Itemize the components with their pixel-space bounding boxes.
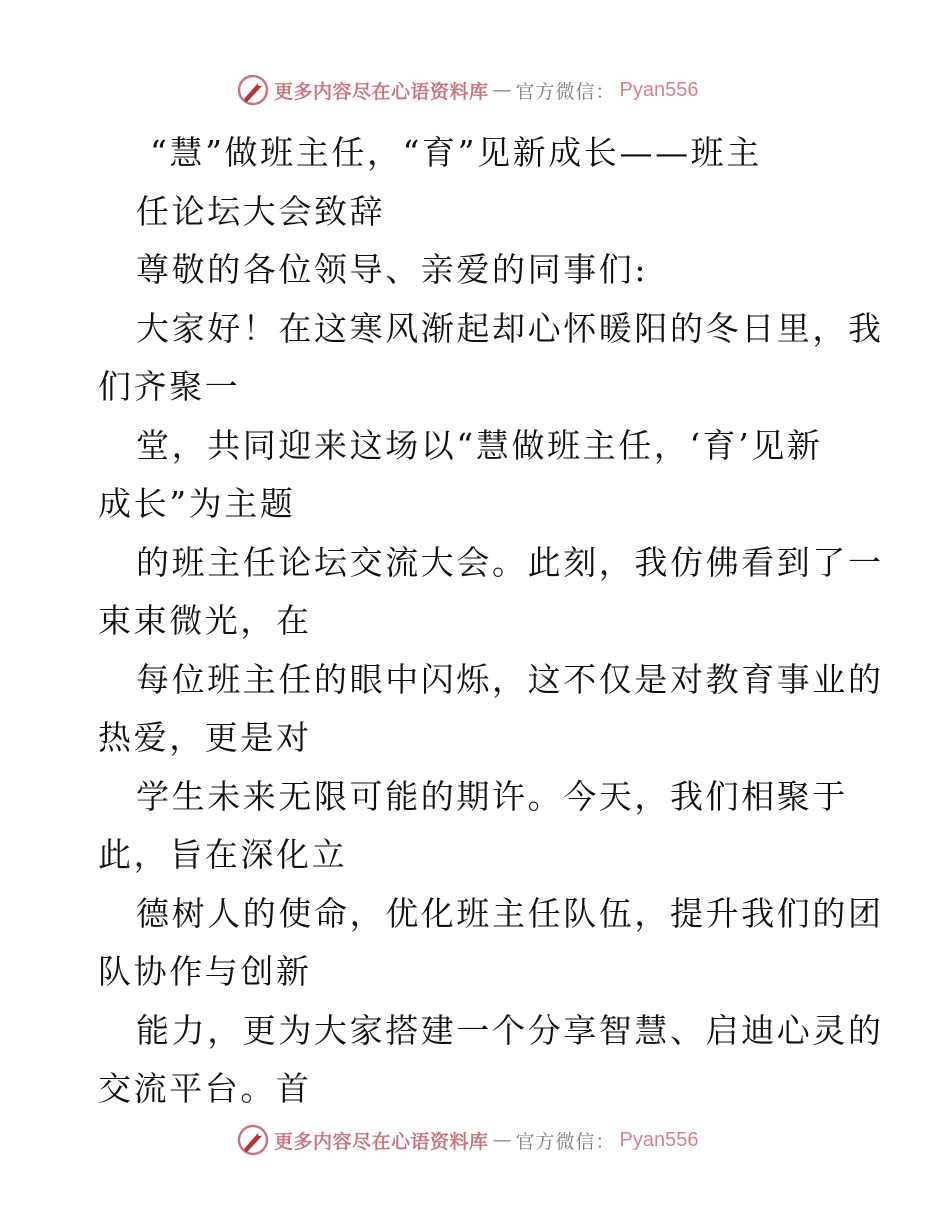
paragraph-line: 能力，更为大家搭建一个分享智慧、启迪心灵的 [136, 1010, 884, 1050]
pen-circle-logo-icon [236, 1123, 270, 1157]
watermark-official-label: 官方微信： [515, 1130, 616, 1153]
paragraph-line: 学生未来无限可能的期许。今天，我们相聚于 [136, 776, 848, 816]
paragraph-line: 堂，共同迎来这场以“慧做班主任，‘育’见新 [136, 425, 823, 465]
title-line-1: “慧”做班主任，“育”见新成长——班主 [150, 133, 762, 172]
paragraph-line: 德树人的使命，优化班主任队伍，提升我们的团 [136, 893, 884, 933]
pen-circle-logo-icon [236, 73, 270, 107]
paragraph-line: 此，旨在深化立 [98, 835, 348, 874]
salutation-line: 尊敬的各位领导、亲爱的同事们: [136, 250, 649, 289]
watermark-brand-text: 更多内容尽在心语资料库 [274, 80, 489, 103]
watermark-official-label: 官方微信： [515, 80, 616, 103]
watermark-wechat-id: Pyan556 [619, 78, 699, 101]
document-body [98, 124, 884, 1119]
paragraph-line: 束束微光，在 [98, 601, 312, 640]
paragraph-line: 每位班主任的眼中闪烁，这不仅是对教育事业的 [136, 659, 884, 699]
footer-watermark [236, 1122, 699, 1158]
paragraph-line: 们齐聚一 [98, 367, 241, 406]
paragraph-line: 大家好！在这寒风渐起却心怀暖阳的冬日里，我 [136, 308, 884, 348]
paragraph-line: 队协作与创新 [98, 952, 312, 991]
watermark-separator: — [492, 79, 512, 101]
paragraph-line: 热爱，更是对 [98, 718, 312, 757]
paragraph-line: 成长”为主题 [98, 484, 296, 523]
header-watermark [236, 72, 699, 108]
paragraph-line: 的班主任论坛交流大会。此刻，我仿佛看到了一 [136, 542, 884, 582]
watermark-separator: — [492, 1129, 512, 1151]
watermark-wechat-id: Pyan556 [619, 1128, 699, 1151]
paragraph-line: 交流平台。首 [98, 1069, 312, 1108]
title-line-2: 任论坛大会致辞 [136, 191, 386, 231]
watermark-brand-text: 更多内容尽在心语资料库 [274, 1130, 489, 1153]
